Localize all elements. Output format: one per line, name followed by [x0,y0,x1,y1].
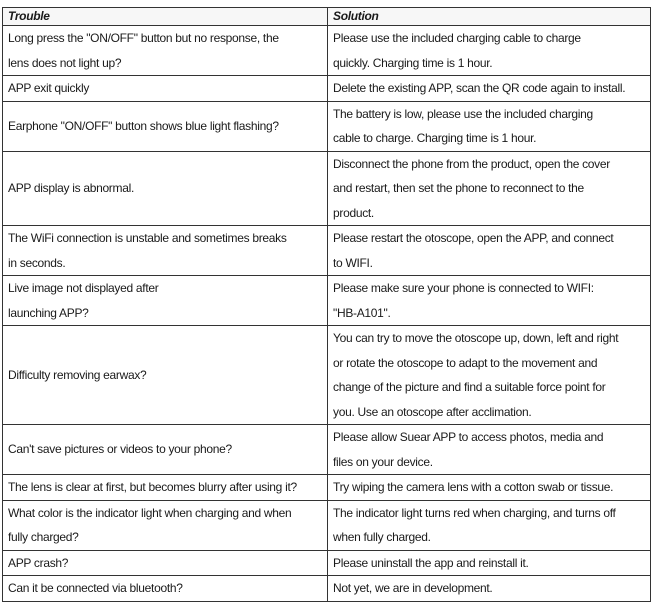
solution-cell [328,425,651,475]
trouble-cell [3,76,328,102]
trouble-cell [3,576,328,602]
trouble-cell [3,226,328,276]
solution-cell [328,550,651,576]
table-row [3,151,651,226]
solution-text: The battery is low, please use the included charging cable to charge. Charging time is 1 hour. [333,106,593,145]
table-row [3,500,651,550]
solution-text: Please restart the otoscope, open the APP, and connect to WIFI. [333,231,614,270]
solution-text: Please make sure your phone is connected to WIFI: "HB-A101". [333,281,594,320]
trouble-text: APP exit quickly [8,81,90,95]
trouble-cell [3,326,328,425]
table-row [3,76,651,102]
table-row [3,550,651,576]
trouble-cell [3,425,328,475]
solution-text: Try wiping the camera lens with a cotton swab or tissue. [333,480,614,494]
table-row [3,475,651,501]
table-row [3,576,651,602]
solution-cell [328,500,651,550]
solution-column-header: Solution [328,8,651,26]
solution-text: Disconnect the phone from the product, open the cover and restart, then set the phone to reconnect to the product. [333,156,610,220]
trouble-text: The WiFi connection is unstable and sometimes breaks in seconds. [8,231,287,270]
table-row [3,425,651,475]
trouble-cell [3,550,328,576]
solution-text: Please use the included charging cable to charge quickly. Charging time is 1 hour. [333,31,581,70]
solution-cell [328,276,651,326]
solution-cell [328,576,651,602]
table-row [3,101,651,151]
solution-cell [328,101,651,151]
trouble-column-header: Trouble [3,8,328,26]
table-header-row [3,8,651,26]
solution-text: Please uninstall the app and reinstall it. [333,555,529,570]
trouble-cell [3,151,328,226]
trouble-text: What color is the indicator light when charging and when fully charged? [8,505,292,544]
trouble-text: Can it be connected via bluetooth? [8,581,183,595]
trouble-text: Earphone "ON/OFF" button shows blue light flashing? [8,118,279,133]
troubleshooting-table [2,7,651,602]
trouble-text: Can't save pictures or videos to your phone? [8,442,232,457]
table-row [3,226,651,276]
table-row [3,26,651,76]
solution-cell [328,226,651,276]
table-row [3,276,651,326]
solution-text: Please allow Suear APP to access photos, media and files on your device. [333,430,604,469]
trouble-cell [3,500,328,550]
trouble-text: Long press the "ON/OFF" button but no response, the lens does not light up? [8,31,279,70]
solution-text: The indicator light turns red when charging, and turns off when fully charged. [333,505,616,544]
solution-cell [328,76,651,102]
table-row [3,326,651,425]
trouble-cell [3,101,328,151]
solution-cell [328,151,651,226]
trouble-text: The lens is clear at first, but becomes blurry after using it? [8,480,297,494]
solution-text: You can try to move the otoscope up, down, left and right or rotate the otoscope to adapt to the movement and change of the picture and find a suitable force point for you. Use an otoscope after acclimation. [333,331,619,419]
trouble-text: Live image not displayed after launching APP? [8,281,159,320]
trouble-text: APP display is abnormal. [8,181,134,195]
solution-cell [328,326,651,425]
trouble-text: Difficulty removing earwax? [8,367,147,382]
trouble-cell [3,276,328,326]
solution-text: Not yet, we are in development. [333,581,493,595]
solution-text: Delete the existing APP, scan the QR code again to install. [333,81,626,95]
trouble-cell [3,26,328,76]
trouble-text: APP crash? [8,555,69,570]
solution-cell [328,475,651,501]
trouble-cell [3,475,328,501]
solution-cell [328,26,651,76]
